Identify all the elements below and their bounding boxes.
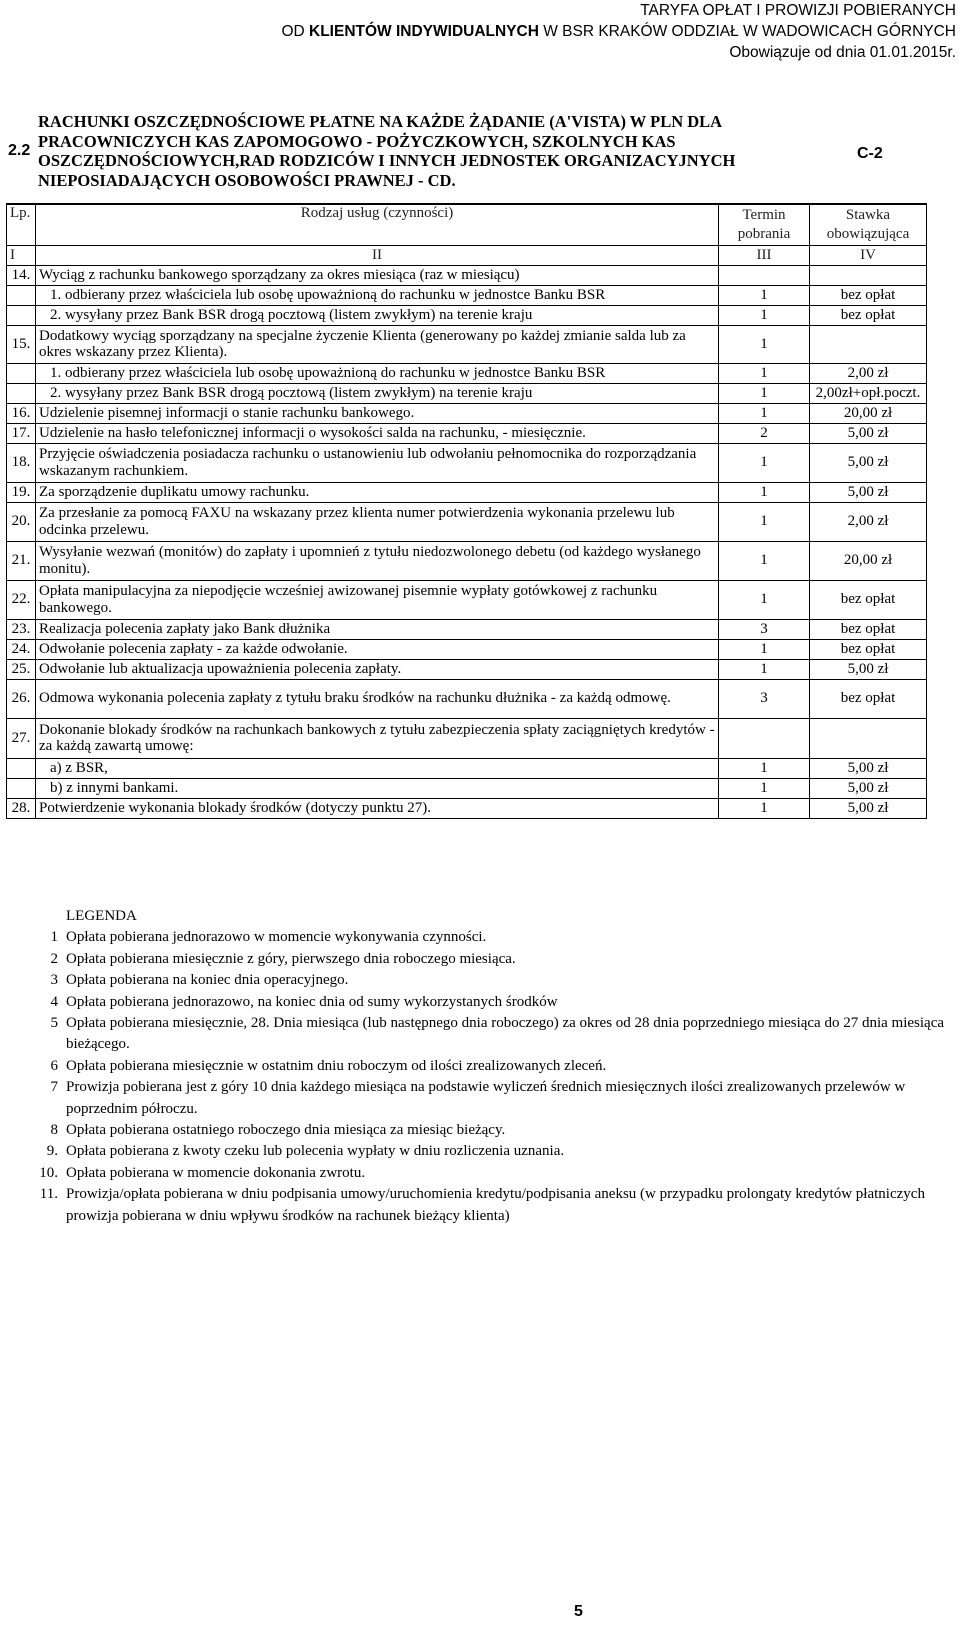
section-title: RACHUNKI OSZCZĘDNOŚCIOWE PŁATNE NA KAŻDE ŻĄDANIE (A'VISTA) W PLN DLA PRACOWNICZYCH KAS ZAPOMOGOWO - POŻYCZKOWYCH, SZKOLNYCH KAS OSZCZĘDNOŚCIOWYCH,RAD RODZICÓW I INNYCH JEDNOSTEK ORGANIZACYJNYCH NIEPOSIADAJĄCYCH OSOBOWOŚCI PRAWNEJ - CD. <box>38 112 736 190</box>
row-lp: 15. <box>7 325 36 363</box>
legend-item <box>10 949 946 970</box>
header-line2-suffix: W BSR KRAKÓW ODDZIAŁ W WADOWICACH GÓRNYCH <box>538 23 956 40</box>
legend-item-number: 4 <box>50 993 58 1010</box>
legend-item <box>10 992 946 1013</box>
roman-c2: II <box>36 245 719 265</box>
table-header-row <box>7 204 927 245</box>
legend-item-number: 8 <box>50 1122 58 1139</box>
row-lp <box>7 778 36 798</box>
legend <box>10 906 946 1227</box>
table-row <box>7 659 927 679</box>
legend-item <box>10 1163 946 1184</box>
row-rate <box>810 718 927 758</box>
header-rate-line2: obowiązująca <box>826 225 910 242</box>
table-row <box>7 758 927 778</box>
row-rate: bez opłat <box>810 639 927 659</box>
row-term: 1 <box>719 798 810 818</box>
legend-item-text: Opłata pobierana miesięcznie w ostatnim dniu roboczym od ilości zrealizowanych zleceń. <box>66 1057 607 1074</box>
row-term: 1 <box>719 403 810 423</box>
row-rate: 2,00 zł <box>810 502 927 541</box>
row-service: Odmowa wykonania polecenia zapłaty z tytułu braku środków na rachunku dłużnika - za każdą odmowę. <box>36 679 719 718</box>
legend-item-number: 2 <box>50 950 58 967</box>
table-row <box>7 285 927 305</box>
row-rate: 20,00 zł <box>810 541 927 580</box>
roman-c3: III <box>719 245 810 265</box>
row-term: 1 <box>719 758 810 778</box>
legend-item-number: 11. <box>39 1186 58 1203</box>
legend-item-text: Prowizja/opłata pobierana w dniu podpisania umowy/uruchomienia kredytu/podpisania aneksu (w przypadku prolongaty kredytów płatniczych prowizja pobierana w dniu wpływu środków na rachunek bieżący klienta) <box>66 1186 925 1224</box>
legend-item <box>10 927 946 948</box>
legend-title-row <box>10 906 946 927</box>
row-service: Potwierdzenie wykonania blokady środków (dotyczy punktu 27). <box>36 798 719 818</box>
row-service: Udzielenie na hasło telefonicznej informacji o wysokości salda na rachunku, - miesięcznie. <box>36 423 719 443</box>
legend-item-text: Prowizja pobierana jest z góry 10 dnia każdego miesiąca na podstawie wyliczeń średnich miesięcznych ilości zrealizowanych przelewów w poprzednim półroczu. <box>66 1079 906 1117</box>
row-service: b) z innymi bankami. <box>36 778 719 798</box>
row-service: Odwołanie lub aktualizacja upoważnienia polecenia zapłaty. <box>36 659 719 679</box>
legend-item-number: 5 <box>50 1015 58 1032</box>
table-row <box>7 580 927 619</box>
legend-item <box>10 1141 946 1162</box>
row-lp: 26. <box>7 679 36 718</box>
legend-item-number: 9. <box>46 1143 58 1160</box>
row-service: Za przesłanie za pomocą FAXU na wskazany przez klienta numer potwierdzenia wykonania przelewu lub odcinka przelewu. <box>36 502 719 541</box>
row-term <box>719 265 810 285</box>
row-lp: 28. <box>7 798 36 818</box>
row-service: Opłata manipulacyjna za niepodjęcie wcześniej awizowanej pisemnie wypłaty gotówkowej z rachunku bankowego. <box>36 580 719 619</box>
row-service: Przyjęcie oświadczenia posiadacza rachunku o ustanowieniu lub odwołaniu pełnomocnika do rozporządzania wskazanym rachunkiem. <box>36 443 719 482</box>
page-number: 5 <box>574 1603 583 1620</box>
roman-c4: IV <box>810 245 927 265</box>
row-term: 1 <box>719 305 810 325</box>
row-lp: 22. <box>7 580 36 619</box>
section-number: 2.2 <box>8 142 31 159</box>
header-line2-prefix: OD <box>281 23 310 40</box>
legend-item-text: Opłata pobierana miesięcznie z góry, pierwszego dnia roboczego miesiąca. <box>66 950 516 967</box>
header-rate <box>810 204 927 245</box>
table-row <box>7 305 927 325</box>
table-row <box>7 639 927 659</box>
table-row <box>7 679 927 718</box>
row-rate: bez opłat <box>810 580 927 619</box>
legend-title: LEGENDA <box>66 908 137 924</box>
row-lp: 25. <box>7 659 36 679</box>
row-term <box>719 718 810 758</box>
row-term: 3 <box>719 679 810 718</box>
legend-item <box>10 1077 946 1120</box>
row-rate: 5,00 zł <box>810 443 927 482</box>
row-lp: 18. <box>7 443 36 482</box>
row-service: Za sporządzenie duplikatu umowy rachunku. <box>36 482 719 502</box>
row-term: 1 <box>719 383 810 403</box>
row-term: 1 <box>719 363 810 383</box>
row-term: 1 <box>719 325 810 363</box>
row-service: Wysyłanie wezwań (monitów) do zapłaty i upomnień z tytułu niedozwolonego debetu (od każdego wysłanego monitu). <box>36 541 719 580</box>
table-row <box>7 541 927 580</box>
row-rate: 2,00 zł <box>810 363 927 383</box>
table-row <box>7 265 927 285</box>
legend-item-number: 10. <box>39 1164 58 1181</box>
table-row <box>7 443 927 482</box>
row-lp <box>7 305 36 325</box>
header-term-line1: Termin <box>742 206 786 223</box>
table-row <box>7 383 927 403</box>
row-rate: 5,00 zł <box>810 482 927 502</box>
row-term: 2 <box>719 423 810 443</box>
row-term: 3 <box>719 619 810 639</box>
row-term: 1 <box>719 502 810 541</box>
legend-item-text: Opłata pobierana ostatniego roboczego dnia miesiąca za miesiąc bieżący. <box>66 1122 506 1139</box>
legend-item <box>10 1184 946 1227</box>
row-service: Wyciąg z rachunku bankowego sporządzany za okres miesiąca (raz w miesiącu) <box>36 265 719 285</box>
row-service: 1. odbierany przez właściciela lub osobę upoważnioną do rachunku w jednostce Banku BSR <box>36 363 719 383</box>
row-rate: 5,00 zł <box>810 423 927 443</box>
row-rate: bez opłat <box>810 679 927 718</box>
fee-table <box>6 203 927 819</box>
table-row <box>7 798 927 818</box>
row-service: Dodatkowy wyciąg sporządzany na specjalne życzenie Klienta (generowany po każdej zmianie salda lub za okres wskazany przez Klienta). <box>36 325 719 363</box>
legend-item-text: Opłata pobierana jednorazowo w momencie wykonywania czynności. <box>66 929 487 946</box>
header-rate-line1: Stawka <box>845 206 891 223</box>
header-lp: Lp. <box>7 204 36 245</box>
legend-item-text: Opłata pobierana na koniec dnia operacyjnego. <box>66 972 349 989</box>
row-lp: 21. <box>7 541 36 580</box>
row-rate: 5,00 zł <box>810 758 927 778</box>
row-service: 2. wysyłany przez Bank BSR drogą pocztową (listem zwykłym) na terenie kraju <box>36 305 719 325</box>
table-row <box>7 423 927 443</box>
row-term: 1 <box>719 541 810 580</box>
row-lp: 19. <box>7 482 36 502</box>
row-service: a) z BSR, <box>36 758 719 778</box>
row-term: 1 <box>719 778 810 798</box>
row-service: Odwołanie polecenia zapłaty - za każde odwołanie. <box>36 639 719 659</box>
table-row <box>7 718 927 758</box>
row-lp <box>7 285 36 305</box>
section-code: C-2 <box>857 145 883 162</box>
table-row <box>7 403 927 423</box>
row-term: 1 <box>719 639 810 659</box>
row-term: 1 <box>719 580 810 619</box>
tariff-header-line1: TARYFA OPŁAT I PROWIZJI POBIERANYCH <box>640 2 956 19</box>
table-row <box>7 778 927 798</box>
legend-item-text: Opłata pobierana jednorazowo, na koniec dnia od sumy wykorzystanych środków <box>66 993 558 1010</box>
legend-item-number: 6 <box>50 1057 58 1074</box>
legend-item-text: Opłata pobierana z kwoty czeku lub polecenia wypłaty w dniu rozliczenia uznania. <box>66 1143 565 1160</box>
table-row <box>7 502 927 541</box>
legend-item <box>10 1013 946 1056</box>
row-service: Realizacja polecenia zapłaty jako Bank dłużnika <box>36 619 719 639</box>
header-line2-bold: KLIENTÓW INDYWIDUALNYCH <box>309 23 539 40</box>
legend-item <box>10 970 946 991</box>
row-rate: bez opłat <box>810 619 927 639</box>
header-service: Rodzaj usług (czynności) <box>36 204 719 245</box>
row-lp: 16. <box>7 403 36 423</box>
row-lp <box>7 758 36 778</box>
table-row <box>7 482 927 502</box>
row-lp <box>7 383 36 403</box>
row-service: Dokonanie blokady środków na rachunkach bankowych z tytułu zabezpieczenia spłaty zaciągniętych kredytów - za każdą zawartą umowę: <box>36 718 719 758</box>
row-rate <box>810 265 927 285</box>
row-service: 1. odbierany przez właściciela lub osobę upoważnioną do rachunku w jednostce Banku BSR <box>36 285 719 305</box>
row-rate: 20,00 zł <box>810 403 927 423</box>
table-row <box>7 325 927 363</box>
row-rate: bez opłat <box>810 305 927 325</box>
row-rate: bez opłat <box>810 285 927 305</box>
row-rate: 5,00 zł <box>810 778 927 798</box>
header-term-line2: pobrania <box>737 225 791 242</box>
legend-item-number: 7 <box>50 1079 58 1096</box>
row-lp: 20. <box>7 502 36 541</box>
table-roman-row <box>7 245 927 265</box>
legend-item-number: 3 <box>50 972 58 989</box>
legend-item <box>10 1120 946 1141</box>
row-lp: 14. <box>7 265 36 285</box>
roman-c1: I <box>7 245 36 265</box>
fee-table-body <box>7 204 927 818</box>
table-row <box>7 619 927 639</box>
row-term: 1 <box>719 443 810 482</box>
legend-item-text: Opłata pobierana miesięcznie, 28. Dnia miesiąca (lub następnego dnia roboczego) za okres od 28 dnia poprzedniego miesiąca do 27 dnia miesiąca bieżącego. <box>66 1015 945 1053</box>
row-lp: 23. <box>7 619 36 639</box>
header-term <box>719 204 810 245</box>
row-term: 1 <box>719 659 810 679</box>
row-rate: 5,00 zł <box>810 659 927 679</box>
tariff-header-line2 <box>281 21 956 42</box>
row-rate: 5,00 zł <box>810 798 927 818</box>
legend-items <box>10 927 946 1227</box>
row-lp: 27. <box>7 718 36 758</box>
row-lp: 24. <box>7 639 36 659</box>
row-term: 1 <box>719 285 810 305</box>
row-service: Udzielenie pisemnej informacji o stanie rachunku bankowego. <box>36 403 719 423</box>
row-lp: 17. <box>7 423 36 443</box>
row-rate <box>810 325 927 363</box>
table-row <box>7 363 927 383</box>
row-service: 2. wysyłany przez Bank BSR drogą pocztową (listem zwykłym) na terenie kraju <box>36 383 719 403</box>
legend-item-text: Opłata pobierana w momencie dokonania zwrotu. <box>66 1164 366 1181</box>
row-lp <box>7 363 36 383</box>
legend-item <box>10 1056 946 1077</box>
row-term: 1 <box>719 482 810 502</box>
row-rate: 2,00zł+opł.poczt. <box>810 383 927 403</box>
legend-item-number: 1 <box>50 929 58 946</box>
tariff-effective-date: Obowiązuje od dnia 01.01.2015r. <box>729 44 956 61</box>
